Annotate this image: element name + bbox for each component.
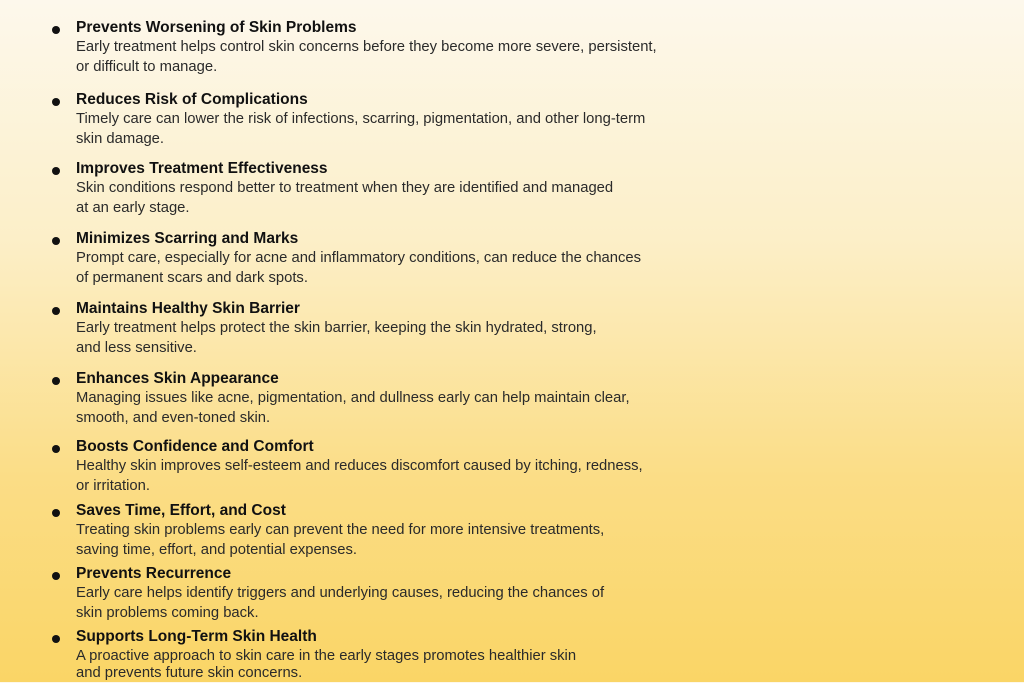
benefit-description-line: Early treatment helps control skin concerns before they become more severe, persistent, <box>76 39 657 55</box>
benefit-title: Prevents Worsening of Skin Problems <box>76 19 357 36</box>
benefit-description-line: Prompt care, especially for acne and inflammatory conditions, can reduce the chances <box>76 250 642 266</box>
benefit-title: Enhances Skin Appearance <box>76 370 279 387</box>
bullet-icon <box>52 572 60 580</box>
benefit-description-line: or irritation. <box>76 478 151 494</box>
benefit-description-line: or difficult to manage. <box>76 59 218 75</box>
benefit-title: Maintains Healthy Skin Barrier <box>76 300 300 317</box>
benefit-description-line: skin problems coming back. <box>76 605 259 621</box>
bullet-icon <box>52 237 60 245</box>
benefit-description-line: and prevents future skin concerns. <box>76 665 303 681</box>
benefit-description-line: Early treatment helps protect the skin barrier, keeping the skin hydrated, strong, <box>76 320 597 336</box>
benefit-description-line: Skin conditions respond better to treatment when they are identified and managed <box>76 180 614 196</box>
bullet-icon <box>52 98 60 106</box>
benefit-title: Improves Treatment Effectiveness <box>76 160 328 177</box>
benefit-description-line: at an early stage. <box>76 200 190 216</box>
benefit-title: Reduces Risk of Complications <box>76 91 308 108</box>
benefit-description-line: saving time, effort, and potential expenses. <box>76 542 358 558</box>
bullet-icon <box>52 509 60 517</box>
benefit-description-line: A proactive approach to skin care in the early stages promotes healthier skin <box>76 648 577 664</box>
benefit-title: Saves Time, Effort, and Cost <box>76 502 286 519</box>
benefit-description-line: Healthy skin improves self-esteem and reduces discomfort caused by itching, redness, <box>76 458 643 474</box>
benefit-description-line: Treating skin problems early can prevent the need for more intensive treatments, <box>76 522 605 538</box>
bullet-icon <box>52 635 60 643</box>
bullet-icon <box>52 377 60 385</box>
bullet-icon <box>52 307 60 315</box>
bullet-icon <box>52 26 60 34</box>
benefit-title: Supports Long-Term Skin Health <box>76 628 317 645</box>
bullet-icon <box>52 167 60 175</box>
benefit-description-line: and less sensitive. <box>76 340 197 356</box>
benefit-description-line: skin damage. <box>76 131 165 147</box>
benefit-description-line: smooth, and even-toned skin. <box>76 410 271 426</box>
benefit-title: Boosts Confidence and Comfort <box>76 438 314 455</box>
bullet-icon <box>52 445 60 453</box>
benefit-description-line: Managing issues like acne, pigmentation, and dullness early can help maintain clear, <box>76 390 630 406</box>
benefit-description-line: Timely care can lower the risk of infections, scarring, pigmentation, and other long-term <box>76 111 646 127</box>
benefit-description-line: of permanent scars and dark spots. <box>76 270 308 286</box>
benefit-title: Minimizes Scarring and Marks <box>76 230 299 247</box>
benefit-title: Prevents Recurrence <box>76 565 232 582</box>
benefit-description-line: Early care helps identify triggers and underlying causes, reducing the chances of <box>76 585 605 601</box>
